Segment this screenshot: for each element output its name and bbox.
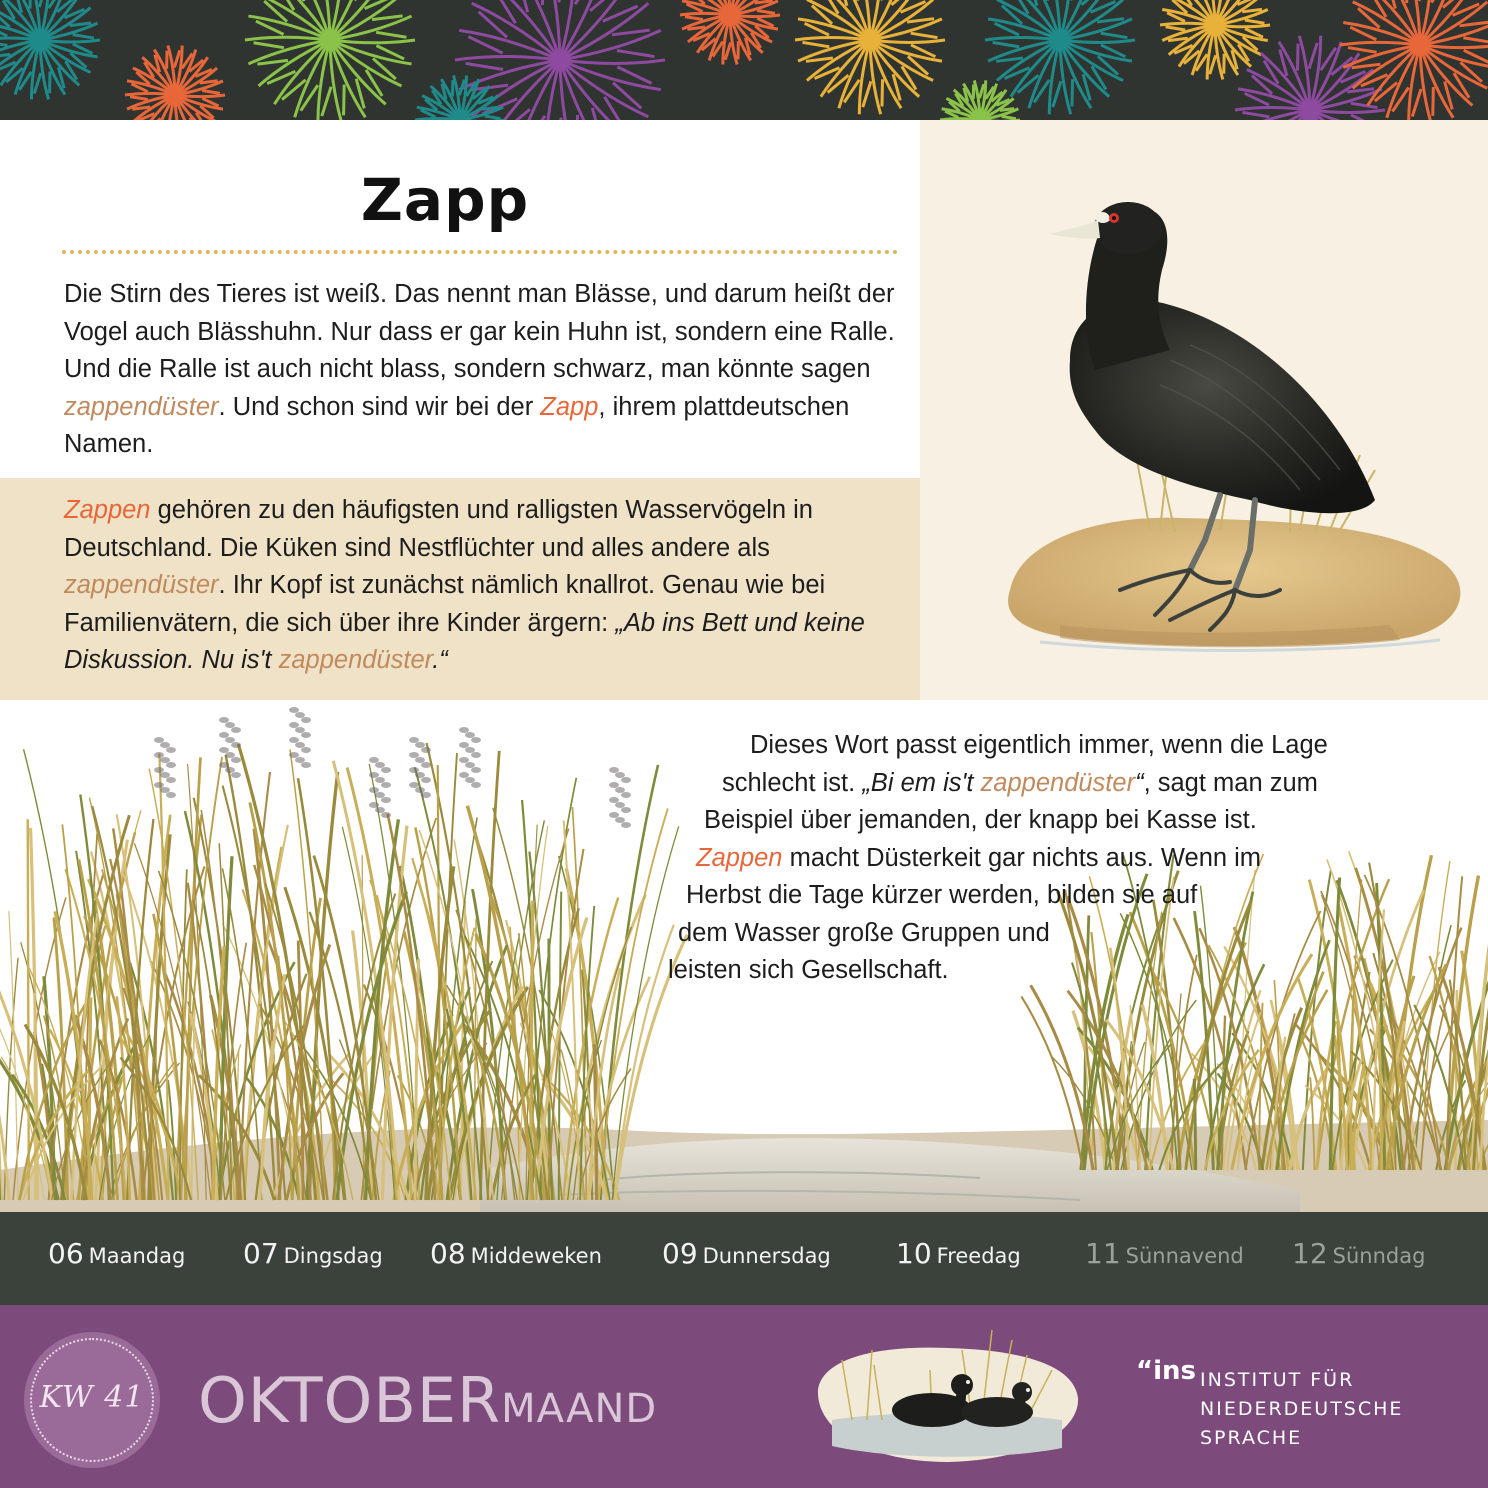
highlight-word: Zappen (696, 843, 783, 872)
month-title (198, 1364, 657, 1437)
ins-logo-icon: “ins (1136, 1356, 1196, 1386)
page-title: Zapp (360, 166, 530, 234)
footer-illustration (812, 1320, 1084, 1470)
box-paragraph: Zappen gehören zu den häufigsten und ralligsten Wasservögeln in Deutschland. Die Küken sind Nestflüchter und alles andere als zappendüster. Ihr Kopf ist zunächst nämlich knallrot. Genau wie bei Familienvätern, die sich über ihre Kinder ärgern: „Ab ins Bett und keine Diskussion. Nu is't zappendüster.“ (64, 496, 865, 674)
day-tuesday: 07 Dingsdag (243, 1237, 383, 1270)
text-line: dem Wasser große Gruppen und (678, 918, 1050, 947)
day-sunday: 12 Sünndag (1292, 1237, 1426, 1270)
text-line: Beispiel über jemanden, der knapp bei Kasse ist. (704, 806, 1257, 834)
header-pattern-band (0, 0, 1488, 120)
day-monday: 06 Maandag (48, 1237, 186, 1270)
highlight-word: Zapp (540, 392, 599, 421)
highlight-word: zappendüster (64, 571, 219, 599)
coot-bird-illustration-icon (920, 120, 1488, 700)
day-wednesday: 08 Middeweken (430, 1237, 602, 1270)
text-line: Herbst die Tage kürzer werden, bilden sie auf (686, 881, 1198, 909)
day-thursday: 09 Dunnersdag (662, 1237, 831, 1270)
highlight-word: zappendüster (980, 768, 1136, 797)
title-divider (62, 250, 898, 254)
closing-paragraph (600, 727, 1460, 990)
intro-paragraph: Die Stirn des Tieres ist weiß. Das nennt man Blässe, und darum heißt der Vogel auch Blässhuhn. Nur dass er gar kein Huhn ist, sondern eine Ralle. Und die Ralle ist auch nicht blass, sondern schwarz, man könnte sagen zappendüster. Und schon sind wir bei der Zapp, ihrem plattdeutschen Namen. (64, 280, 895, 458)
month-name: OKTOBER (198, 1364, 502, 1437)
text-line: leisten sich Gesellschaft. (668, 956, 949, 984)
text-line: Zappen macht Düsterkeit gar nichts aus. Wenn im (696, 843, 1262, 872)
highlight-word: zappendüster (64, 392, 219, 421)
week-badge-icon (24, 1332, 160, 1468)
text-line: schlecht ist. „Bi em is't zappendüster“, sagt man zum (722, 768, 1318, 797)
month-suffix: MAAND (501, 1386, 658, 1432)
text-line: Dieses Wort passt eigentlich immer, wenn die Lage (750, 731, 1328, 759)
day-friday: 10 Freedag (896, 1237, 1021, 1270)
coot-illustration-panel (920, 120, 1488, 700)
institute-name: INSTITUT FÜR NIEDERDEUTSCHE SPRACHE (1200, 1369, 1404, 1449)
two-coots-in-reeds-icon (812, 1320, 1084, 1470)
highlight-word: Zappen (64, 496, 151, 524)
coral-burst-pattern-icon (0, 0, 1488, 120)
highlight-word: zappendüster (278, 646, 433, 674)
day-saturday: 11 Sünnavend (1085, 1237, 1244, 1270)
week-number: KW 41 (39, 1380, 145, 1415)
